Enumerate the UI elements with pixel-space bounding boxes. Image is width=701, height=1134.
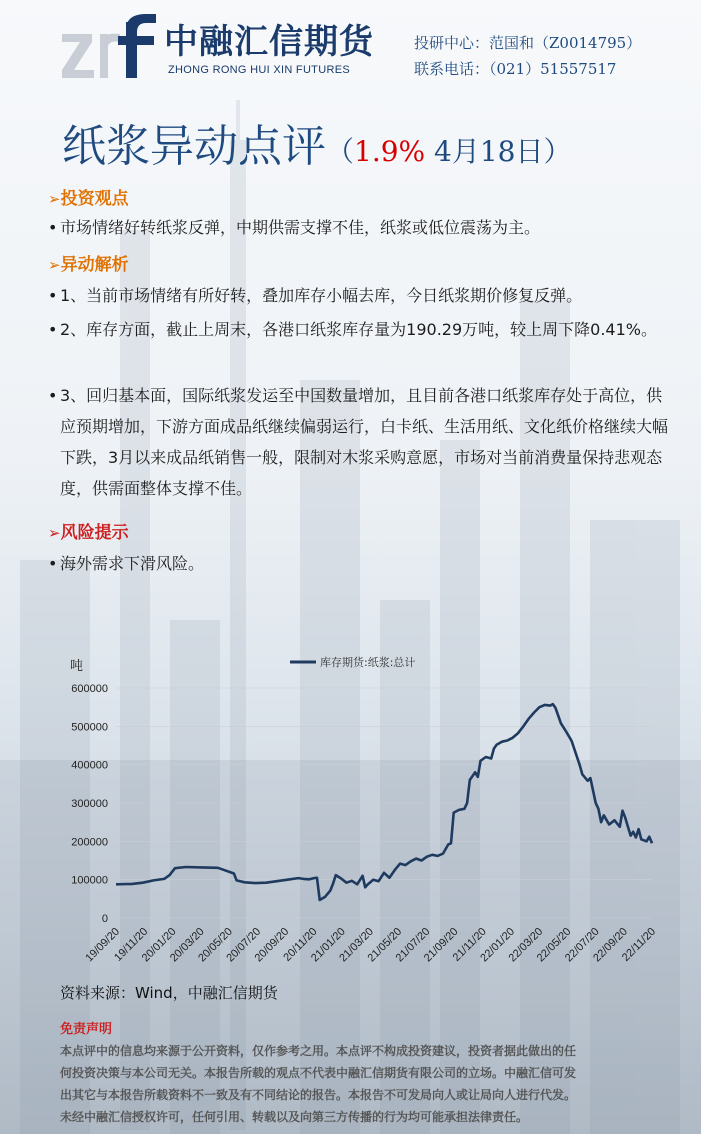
list-item-text: 1、当前市场情绪有所好转，叠加库存小幅去库，今日纸浆期价修复反弹。 [60,286,583,305]
bullet-dot-icon: • [48,320,58,339]
x-tick-label: 22/03/20 [506,925,546,965]
x-tick-label: 21/03/20 [337,925,377,965]
x-tick-label: 21/09/20 [421,925,461,965]
section-heading-analysis [48,250,129,275]
section-heading-risk [48,518,129,543]
page-title [62,110,572,174]
contact-info [414,30,641,82]
title-change-pct: 1.9% [354,135,426,168]
bullet-dot-icon: • [48,386,58,405]
inventory-line-chart [58,648,678,978]
list-item [48,380,668,504]
x-tick-label: 20/01/20 [139,925,179,965]
y-tick-label: 400000 [71,759,108,772]
company-logo [60,12,380,80]
x-tick-label: 21/07/20 [393,925,433,965]
x-tick-label: 21/11/20 [450,925,489,964]
logo-english-name: ZHONG RONG HUI XIN FUTURES [168,64,350,76]
x-tick-label: 19/11/20 [112,925,151,964]
disclaimer-line: 未经中融汇信授权许可，任何引用、转载以及向第三方传播的行为均可能承担法律责任。 [60,1110,529,1124]
x-tick-label: 22/05/20 [534,925,574,965]
y-tick-label: 300000 [71,798,108,810]
x-tick-label: 20/05/20 [196,925,235,965]
list-item-text: 海外需求下滑风险。 [60,554,205,573]
arrow-bullet-icon: ➢ [48,524,61,542]
list-item [48,212,668,243]
title-open-paren: （ [326,135,355,168]
x-tick-label: 20/11/20 [281,925,320,964]
bullet-dot-icon: • [48,218,58,237]
x-tick-label: 21/05/20 [365,925,405,965]
disclaimer-line: 本点评中的信息均来源于公开资料，仅作参考之用。本点评不构成投资建议，投资者据此做出的任 [60,1044,577,1058]
x-tick-label: 22/09/20 [591,925,630,965]
phone-line: 联系电话：（021）51557517 [414,60,617,78]
title-date: 4月18日 [425,135,544,168]
section-analysis-label: 异动解析 [60,255,129,275]
y-tick-label: 0 [101,913,108,925]
disclaimer-line: 出其它与本报告所载资料不一致及有不同结论的报告。本报告不可发局向人或让局向人进行代发。 [60,1088,577,1102]
x-tick-label: 22/01/20 [478,925,518,965]
disclaimer-text [60,1040,650,1128]
section-heading-view [48,184,129,209]
list-item-text: 市场情绪好转纸浆反弹，中期供需支撑不佳，纸浆或低位震荡为主。 [60,218,541,237]
logo-chinese-name: 中融汇信期货 [164,22,374,62]
x-tick-label: 22/11/20 [619,925,659,964]
y-tick-label: 600000 [71,683,108,695]
x-tick-label: 20/07/20 [224,925,264,965]
arrow-bullet-icon: ➢ [48,256,61,274]
y-tick-label: 200000 [71,836,108,849]
bullet-dot-icon: • [48,554,58,573]
series-line [116,704,652,900]
title-close-paren: ） [543,135,572,168]
legend-label: 库存期货:纸浆:总计 [320,656,416,669]
y-tick-label: 500000 [71,721,108,734]
list-item-text: 3、回归基本面，国际纸浆发运至中国数量增加，且目前各港口纸浆库存处于高位，供应预期增加，下游方面成品纸继续偏弱运行，白卡纸、生活用纸、文化纸价格继续大幅下跌，3月以来成品纸销售一般，限制对木浆采购意愿，市场对当前消费量保持悲观态度，供需面整体支撑不佳。 [60,386,669,498]
title-main: 纸浆异动点评 [62,121,326,172]
section-view-label: 投资观点 [60,189,129,209]
bullet-dot-icon: • [48,286,58,305]
list-item [48,280,668,311]
y-axis-label: 吨 [70,659,84,674]
disclaimer-title: 免责声明 [60,1022,113,1037]
list-item [48,548,668,579]
arrow-bullet-icon: ➢ [48,190,61,208]
y-tick-label: 100000 [71,874,108,887]
disclaimer-line: 何投资决策与本公司无关。本报告所载的观点不代表中融汇信期货有限公司的立场。中融汇信可发 [60,1066,577,1080]
list-item [48,314,668,345]
data-source: 资料来源：Wind，中融汇信期货 [60,984,278,1002]
list-item-text: 2、库存方面，截止上周末，各港口纸浆库存量为190.29万吨，较上周下降0.41%。 [60,320,657,339]
logo-mark-icon [60,12,164,80]
section-risk-label: 风险提示 [60,523,129,543]
x-tick-label: 19/09/20 [83,925,123,965]
x-tick-label: 20/09/20 [252,925,292,965]
analyst-line: 投研中心：范国和（Z0014795） [414,34,642,52]
x-tick-label: 21/01/20 [309,925,348,965]
x-tick-label: 20/03/20 [167,925,207,965]
x-tick-label: 22/07/20 [562,925,602,965]
